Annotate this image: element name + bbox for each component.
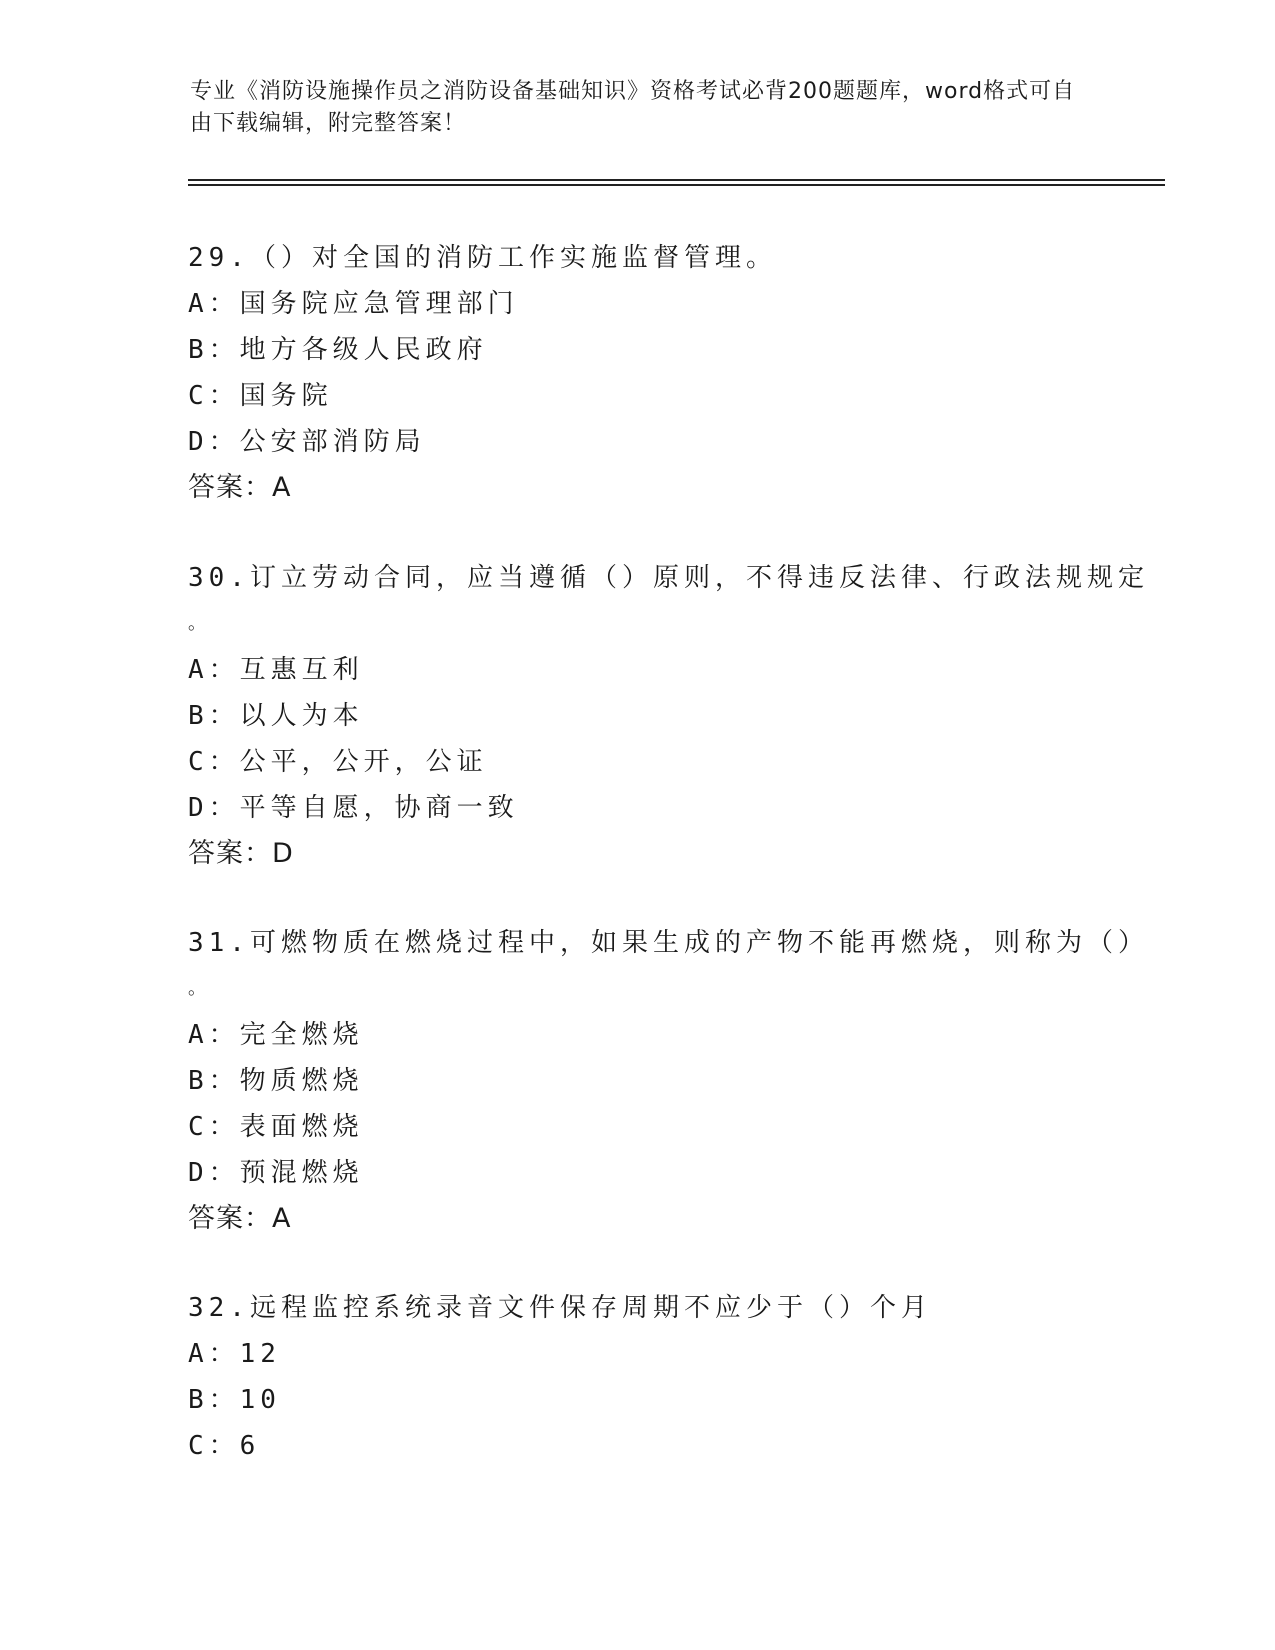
question-29 [188, 235, 1088, 511]
question-stem: 30.订立劳动合同，应当遵循（）原则，不得违反法律、行政法规规定 [188, 563, 1149, 593]
option-a: A：国务院应急管理部门 [188, 289, 519, 319]
option-d: D：预混燃烧 [188, 1158, 364, 1188]
question-stem: 29.（）对全国的消防工作实施监督管理。 [188, 243, 777, 273]
option-c: C：国务院 [188, 381, 333, 411]
answer-line: 答案：A [188, 472, 292, 503]
option-c: C：表面燃烧 [188, 1112, 364, 1142]
option-b: B：以人为本 [188, 701, 364, 731]
document-header: 专业《消防设施操作员之消防设备基础知识》资格考试必背200题题库，word格式可自由下载编辑，附完整答案！ [190, 79, 1076, 136]
question-31 [188, 920, 1149, 1242]
option-a: A：12 [188, 1339, 281, 1369]
question-stem-tail: 。 [188, 613, 206, 634]
question-32 [188, 1285, 1088, 1469]
option-b: B：物质燃烧 [188, 1066, 364, 1096]
option-a: A：互惠互利 [188, 655, 364, 685]
answer-line: 答案：D [188, 838, 294, 869]
option-d: D：平等自愿，协商一致 [188, 793, 519, 823]
option-d: D：公安部消防局 [188, 427, 426, 457]
question-stem: 31.可燃物质在燃烧过程中，如果生成的产物不能再燃烧，则称为（） [188, 928, 1149, 958]
answer-line: 答案：A [188, 1203, 292, 1234]
question-stem: 32.远程监控系统录音文件保存周期不应少于（）个月 [188, 1293, 932, 1323]
option-b: B：地方各级人民政府 [188, 335, 488, 365]
question-stem-tail: 。 [188, 978, 206, 999]
question-30 [188, 555, 1149, 877]
header-divider-top [188, 179, 1165, 181]
header-divider-bottom [188, 184, 1165, 186]
option-c: C：公平，公开，公证 [188, 747, 488, 777]
option-a: A：完全燃烧 [188, 1020, 364, 1050]
option-c: C：6 [188, 1431, 261, 1461]
option-b: B：10 [188, 1385, 281, 1415]
